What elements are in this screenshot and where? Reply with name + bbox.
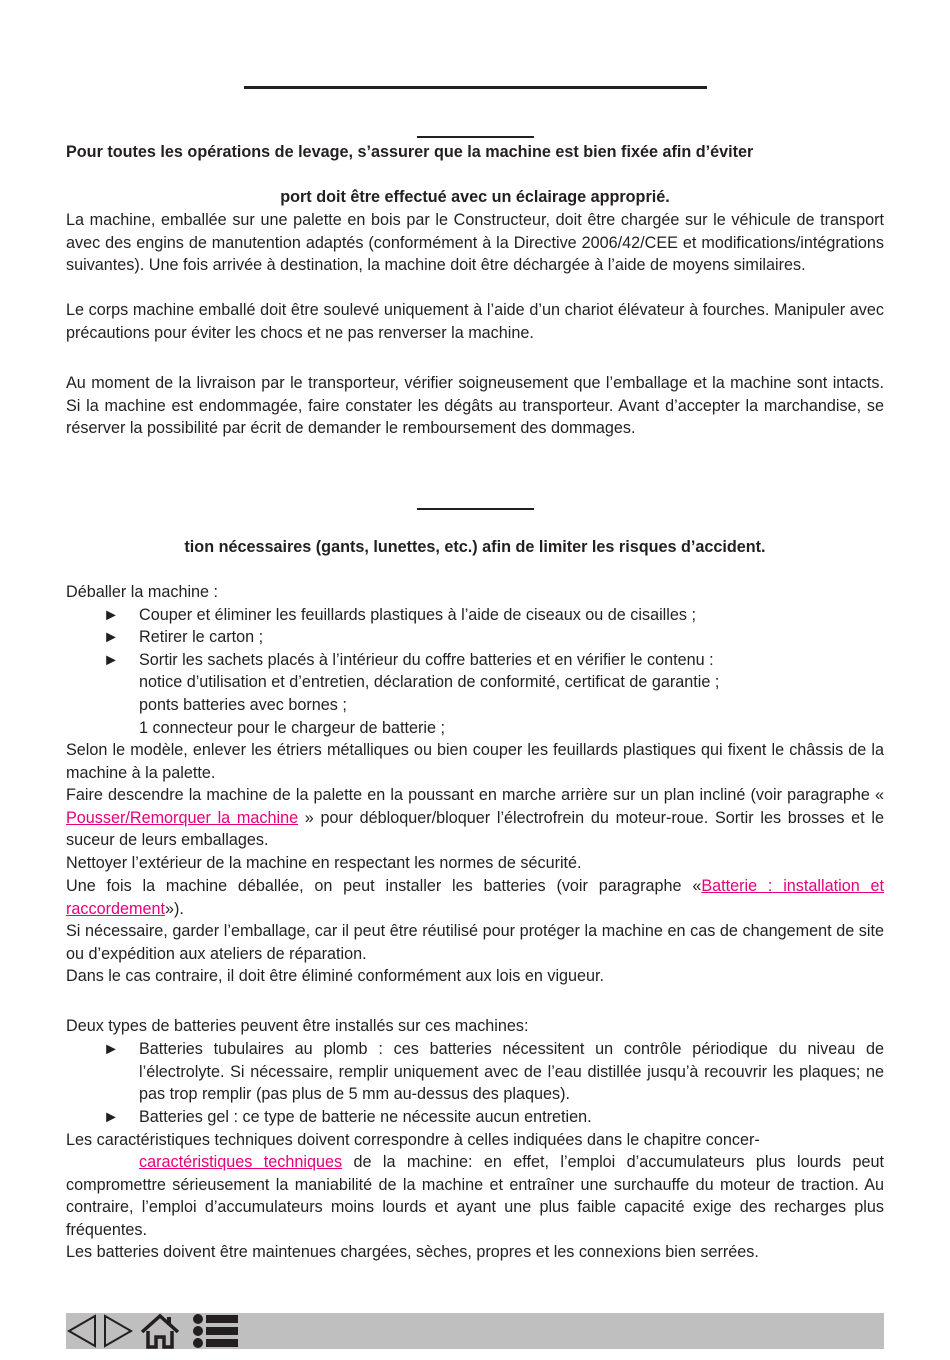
- forklift-paragraph: Le corps machine emballé doit être soulevé uniquement à l’aide d’un chariot élévateur à fourches. Manipuler avec précautions pour éviter les chocs et ne pas renverser la machine.: [66, 301, 884, 342]
- specs-paragraph-line1: Les caractéristiques techniques doivent correspondre à celles indiquées dans le chapitre concer-: [66, 1131, 760, 1149]
- table-of-contents-icon[interactable]: [191, 1313, 241, 1349]
- bullet-marker: ►: [103, 651, 120, 669]
- next-page-icon[interactable]: [102, 1313, 134, 1349]
- lower-machine-paragraph: Faire descendre la machine de la palette en la poussant en marche arrière sur un plan incliné (voir paragraphe « Pousser/Remorquer la machine » pour débloquer/bloquer l’électrofrein du moteur-roue. Sortir les brosses et le suceur de leurs emballages.: [66, 786, 884, 850]
- unpack-step-2: Retirer le carton ;: [139, 628, 264, 646]
- home-icon[interactable]: [140, 1313, 180, 1349]
- header-rule: [244, 86, 707, 89]
- contents-item-1: notice d’utilisation et d’entretien, déclaration de conformité, certificat de garantie ;: [139, 673, 720, 691]
- section-rule-2: [417, 508, 534, 510]
- specs-paragraph: caractéristiques techniques de la machine: en effet, l’emploi d’accumulateurs plus lourds peut compromettre sérieusement la maniabilité de la machine et entraîner une surchauffe du moteur de traction. Au contraire, l’emploi d’accumulateurs moins lourds et ayant une plus faible capacité exige des recharges plus fréquentes.: [66, 1153, 884, 1240]
- clean-paragraph: Nettoyer l’extérieur de la machine en respectant les normes de sécurité.: [66, 854, 582, 872]
- section-rule-1: [417, 136, 534, 138]
- battery-types-intro: Deux types de batteries peuvent être installés sur ces machines:: [66, 1017, 529, 1035]
- keep-packaging-paragraph: Si nécessaire, garder l’emballage, car il peut être réutilisé pour protéger la machine en cas de changement de site ou d’expédition aux ateliers de réparation.: [66, 922, 884, 963]
- unpack-step-3: Sortir les sachets placés à l’intérieur du coffre batteries et en vérifier le contenu :: [139, 651, 714, 669]
- lifting-warning-line2: port doit être effectué avec un éclairage approprié.: [280, 188, 670, 206]
- push-tow-link[interactable]: Pousser/Remorquer la machine: [66, 808, 299, 827]
- brackets-paragraph: Selon le modèle, enlever les étriers métalliques ou bien couper les feuillards plastiques qui fixent le châssis de la machine à la palette.: [66, 741, 884, 782]
- delivery-paragraph: Au moment de la livraison par le transporteur, vérifier soigneusement que l’emballage et la machine sont intacts. Si la machine est endommagée, faire constater les dégâts au transporteur. Avant d’accepter la marchandise, se réserver la possibilité par écrit de demander le remboursement des dommages.: [66, 374, 884, 438]
- protection-warning: tion nécessaires (gants, lunettes, etc.) afin de limiter les risques d’accident.: [184, 538, 766, 556]
- battery-type-gel: Batteries gel : ce type de batterie ne nécessite aucun entretien.: [139, 1108, 592, 1126]
- bullet-marker: ►: [103, 1108, 120, 1126]
- navigation-bar: [66, 1313, 884, 1349]
- unpack-step-1: Couper et éliminer les feuillards plastiques à l’aide de ciseaux ou de cisailles ;: [139, 606, 696, 624]
- install-batteries-paragraph: Une fois la machine déballée, on peut installer les batteries (voir paragraphe «Batterie : installation et raccordement»).: [66, 877, 884, 918]
- technical-specs-link[interactable]: caractéristiques techniques: [139, 1153, 343, 1171]
- disposal-paragraph: Dans le cas contraire, il doit être éliminé conformément aux lois en vigueur.: [66, 967, 605, 985]
- lifting-warning-line1: Pour toutes les opérations de levage, s’assurer que la machine est bien fixée afin d’éviter: [66, 143, 754, 161]
- unpack-intro: Déballer la machine :: [66, 583, 219, 601]
- bullet-marker: ►: [103, 628, 120, 646]
- bullet-marker: ►: [103, 606, 120, 624]
- contents-item-3: 1 connecteur pour le chargeur de batterie ;: [139, 719, 445, 737]
- contents-item-2: ponts batteries avec bornes ;: [139, 696, 347, 714]
- battery-installation-link[interactable]: Batterie : installation et raccordement: [66, 877, 884, 918]
- previous-page-icon[interactable]: [66, 1313, 98, 1349]
- transport-paragraph: La machine, emballée sur une palette en bois par le Constructeur, doit être chargée sur le véhicule de transport avec des engins de manutention adaptés (conformément à la Directive 2006/42/CEE et modifications/intégrations suivantes). Une fois arrivée à destination, la machine doit être déchargée à l’aide de moyens similaires.: [66, 211, 884, 275]
- bullet-marker: ►: [103, 1040, 120, 1058]
- battery-type-lead: Batteries tubulaires au plomb : ces batteries nécessitent un contrôle périodique du niveau de l’électrolyte. Si nécessaire, remplir uniquement avec de l’eau distillée jusqu’à recouvrir les plaques; ne pas trop remplir (pas plus de 5 mm au-dessus des plaques).: [139, 1040, 884, 1104]
- battery-maintenance-paragraph: Les batteries doivent être maintenues chargées, sèches, propres et les connexions bien serrées.: [66, 1243, 759, 1261]
